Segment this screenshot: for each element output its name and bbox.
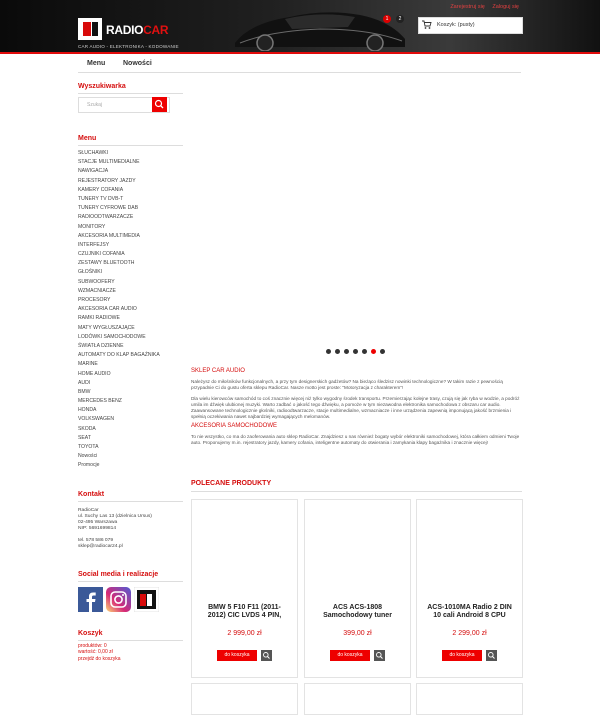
product-title[interactable]: BMW 5 F10 F11 (2011-2012) CIC LVDS 4 PIN, (207, 604, 282, 619)
cart-label: Koszyk: (pusty) (437, 22, 475, 28)
product-card[interactable] (191, 683, 298, 715)
slider-dot[interactable] (353, 349, 358, 354)
search-icon (152, 97, 167, 112)
sidebar-menu-item[interactable]: ZESTAWY BLUETOOTH (78, 260, 135, 267)
sidebar-menu-item[interactable]: LODÓWKI SAMOCHODOWE (78, 333, 146, 340)
cart-heading: Koszyk (78, 630, 103, 637)
sidebar-menu-item[interactable]: TUNERY TV DVB-T (78, 195, 124, 202)
search-heading: Wyszukiwarka (78, 83, 126, 90)
sidebar-menu-item[interactable]: INTERFEJSY (78, 241, 110, 248)
sidebar-menu-item[interactable]: GŁOŚNIKI (78, 269, 103, 276)
slider-dot[interactable] (371, 349, 376, 354)
category-menu (78, 149, 183, 471)
social-block (78, 571, 183, 582)
header-red-line (0, 52, 600, 54)
sidebar-menu-item[interactable]: SKODA (78, 425, 96, 432)
slider-dot[interactable] (362, 349, 367, 354)
instagram-icon[interactable] (106, 587, 131, 612)
main-nav (78, 56, 521, 73)
cart-block (78, 630, 183, 641)
intro-paragraph-3: To nie wszystko, co ma do zaoferowania auto sklep RadioCar. Znajdziesz u nas również bogaty wybór elektroniki samochodowej, która całkiem odmieni Twoje auto. Proponujemy m.in. rejestratory jazdy, kamery cofania, inteligentne automaty do otwierania i zamykania klapy bagażnika i znacznie więcej! (191, 434, 520, 445)
sidebar-menu-item[interactable]: SUBWOOFERY (78, 278, 115, 285)
sidebar-menu-item[interactable]: Promocje (78, 462, 100, 469)
sidebar-menu-item[interactable]: Nowości (78, 453, 98, 460)
product-card[interactable] (191, 499, 298, 678)
login-link[interactable]: Zaloguj się (492, 4, 519, 10)
section-heading-akcesoria: AKCESORIA SAMOCHODOWE (191, 423, 278, 429)
zoom-icon[interactable] (486, 650, 497, 661)
contact-line: tel. 578 586 079 (78, 538, 114, 544)
search-block (78, 83, 183, 94)
intro-section (191, 368, 522, 446)
sidebar-menu-item[interactable]: MARINE (78, 361, 98, 368)
contact-info (78, 508, 152, 551)
sidebar-menu-item[interactable]: MERCEDES BENZ (78, 398, 122, 405)
logo-tagline: CAR AUDIO - ELEKTRONIKA - KODOWANIE (78, 44, 179, 49)
slider-dot[interactable] (380, 349, 385, 354)
sidebar-menu-item[interactable]: RADIOODTWARZACZE (78, 214, 134, 221)
zoom-icon[interactable] (374, 650, 385, 661)
sidebar-menu-item[interactable]: HONDA (78, 407, 97, 414)
product-price: 399,00 zł (343, 630, 372, 637)
account-links (444, 4, 519, 10)
contact-line: ul. Suchy Las 13 (dzielnica Ursus) (78, 514, 152, 520)
compare-badge[interactable]: 1 (383, 15, 391, 23)
add-to-cart-button[interactable]: do koszyka (330, 650, 370, 661)
sidebar-menu-item[interactable]: RAMKI RADIOWE (78, 315, 120, 322)
product-title[interactable]: ACS ACS-1808 Samochodowy tuner (323, 604, 392, 619)
slider-dot[interactable] (344, 349, 349, 354)
contact-line[interactable]: sklep@radiocar24.pl (78, 544, 123, 550)
menu-heading: Menu (78, 135, 97, 142)
sidebar-menu-item[interactable]: AUTOMATY DO KLAP BAGAŻNIKA (78, 352, 160, 359)
cart-summary (78, 643, 121, 662)
sidebar-menu-item[interactable]: MATY WYGŁUSZAJĄCE (78, 324, 135, 331)
sidebar-menu-item[interactable]: HOME AUDIO (78, 370, 111, 377)
wishlist-badge[interactable]: 2 (396, 15, 404, 23)
sidebar-menu-item[interactable]: WZMACNIACZE (78, 287, 116, 294)
product-price: 2 299,00 zł (452, 630, 487, 637)
register-link[interactable]: Zarejestruj się (450, 4, 485, 10)
search-placeholder: Szukaj (87, 102, 103, 108)
sidebar-menu-item[interactable]: STACJE MULTIMEDIALNE (78, 159, 140, 166)
logo-name: RADIOCAR (106, 23, 169, 37)
contact-heading: Kontakt (78, 491, 105, 498)
section-heading-car-audio: SKLEP CAR AUDIO (191, 368, 245, 374)
search-button[interactable] (152, 97, 167, 112)
car-banner-image (230, 3, 410, 51)
cart-products-count: produktów: 0 (78, 643, 107, 649)
menu-block (78, 135, 183, 146)
intro-paragraph-2: Dla wielu kierowców samochód to coś znacznie więcej niż tylko wygodny środek transportu. Przemierzając kolejne trasy, czują się jak ryba w wodzie, a podróż umila im dźwięk ulubionej muzyki. Warto zadbać o jakość tego dźwięku, a pomoże w tym niezawodna elektronika samochodowa z obszaru car audio. Zaawansowane technologicznie głośniki, radioodtwarzacze, stacje multimedialne, wzmacniacze i inne urządzenia zapewnią imponującą jakość brzmienia i spełnią oczekiwania nawet najbardziej wymagających melomanów. (191, 396, 520, 419)
sidebar-menu-item[interactable]: ŚWIATŁA DZIENNE (78, 342, 124, 349)
sidebar-menu-item[interactable]: VOLKSWAGEN (78, 416, 115, 423)
cart-value: wartość: 0,00 zł (78, 649, 113, 656)
product-card[interactable] (304, 683, 411, 715)
product-card[interactable] (416, 683, 523, 715)
cart-icon (422, 20, 432, 30)
featured-products-heading: POLECANE PRODUKTY (191, 480, 272, 487)
sidebar-menu-item[interactable]: AKCESORIA MULTIMEDIA (78, 232, 140, 239)
sidebar-menu-item[interactable]: SŁUCHAWKI (78, 150, 109, 156)
sidebar-menu-item[interactable]: AKCESORIA CAR AUDIO (78, 306, 137, 313)
nav-menu[interactable]: Menu (87, 60, 106, 67)
facebook-icon[interactable] (78, 587, 103, 612)
sidebar-menu-item[interactable]: TUNERY CYFROWE DAB (78, 205, 139, 212)
contact-block (78, 491, 183, 502)
cart-button[interactable] (418, 17, 523, 34)
product-card[interactable] (416, 499, 523, 678)
add-to-cart-button[interactable]: do koszyka (442, 650, 482, 661)
radiocar-realizacje-icon[interactable] (134, 587, 159, 612)
product-card[interactable] (304, 499, 411, 678)
product-price: 2 999,00 zł (227, 630, 262, 637)
slider-dot[interactable] (335, 349, 340, 354)
logo-mark-icon (78, 18, 102, 40)
contact-line: 02-495 Warszawa (78, 520, 118, 526)
intro-paragraph-1: Należysz do miłośników funkcjonalnych, a przy tym designerskich gadżetów? Na bieżąco śledzisz nowinki technologiczne? W takim razie z pewnością przypadnie Ci do gustu oferta sklepu RadioCar. Nasze motto jest proste: "Motoryzacja z charakterem"! (191, 379, 503, 390)
sidebar-menu-item[interactable]: MONITORY (78, 223, 106, 230)
sidebar-menu-item[interactable]: CZUJNIKI COFANIA (78, 251, 125, 258)
product-title[interactable]: ACS-1010MA Radio 2 DIN 10 cali Android 8 CPU (427, 604, 512, 619)
sidebar-menu-item[interactable]: NAWIGACJA (78, 168, 109, 175)
zoom-icon[interactable] (261, 650, 272, 661)
add-to-cart-button[interactable]: do koszyka (217, 650, 257, 661)
contact-line: RadioCar (78, 508, 99, 513)
sidebar-menu-item[interactable]: REJESTRATORY JAZDY (78, 177, 136, 184)
sidebar-menu-item[interactable]: PROCESORY (78, 297, 111, 303)
contact-line: NIP: 5691699814 (78, 526, 117, 532)
sidebar-menu-item[interactable]: SEAT (78, 434, 91, 441)
sidebar-menu-item[interactable]: TOYOTA (78, 444, 99, 450)
nav-nowosci[interactable]: Nowości (123, 60, 152, 67)
slider-dot[interactable] (326, 349, 331, 354)
sidebar-menu-item[interactable]: KAMERY COFANIA (78, 186, 124, 193)
go-to-cart-link[interactable]: przejdź do koszyka (78, 655, 121, 662)
social-heading: Social media i realizacje (78, 571, 159, 578)
sidebar-menu-item[interactable]: AUDI (78, 379, 91, 386)
sidebar-menu-item[interactable]: BMW (78, 388, 91, 395)
